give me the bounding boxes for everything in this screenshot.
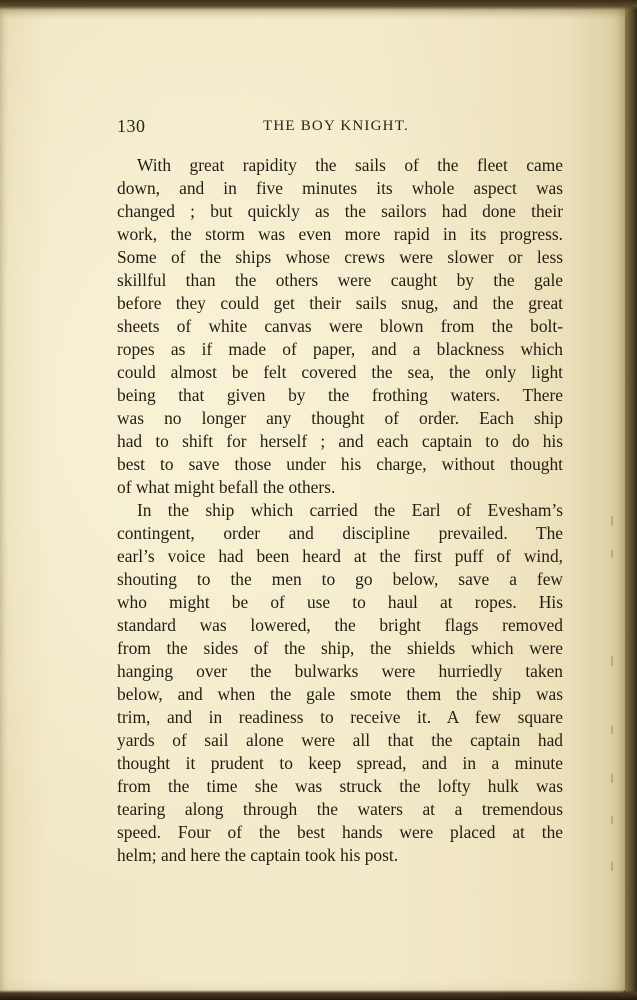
text-line: work, the storm was even more rapid in its progress. [117, 224, 563, 244]
text-line: standard was lowered, the bright flags removed [117, 615, 563, 635]
text-line: sheets of white canvas were blown from the bolt- [117, 316, 563, 336]
text-line: below, and when the gale smote them the ship was [117, 684, 563, 704]
show-through-mark [611, 862, 613, 871]
text-line: yards of sail alone were all that the captain had [117, 730, 563, 750]
text-line: helm; and here the captain took his post. [117, 845, 399, 865]
text-line: tearing along through the waters at a tremendous [117, 799, 563, 819]
body-text [117, 154, 563, 867]
text-line: earl’s voice had been heard at the first puff of wind, [117, 546, 563, 566]
show-through-mark [611, 550, 613, 558]
show-through-mark [611, 816, 613, 824]
text-line: was no longer any thought of order. Each ship [117, 408, 563, 428]
show-through-mark [611, 774, 613, 783]
paragraph-2 [117, 499, 563, 867]
show-through-mark [611, 726, 613, 734]
text-line: had to shift for herself ; and each captain to do his [117, 431, 563, 451]
text-line: trim, and in readiness to receive it. A few square [117, 707, 563, 727]
page-number: 130 [117, 116, 146, 136]
text-line: shouting to the men to go below, save a few [117, 569, 563, 589]
margin-show-through [607, 516, 613, 876]
text-line: In the ship which carried the Earl of Evesham’s [137, 500, 563, 520]
bottom-edge-shadow [0, 990, 637, 1000]
text-line: With great rapidity the sails of the fleet came [137, 155, 563, 175]
top-edge-shadow [0, 0, 637, 10]
text-line: ropes as if made of paper, and a blackness which [117, 339, 563, 359]
text-line: Some of the ships whose crews were slower or less [117, 247, 563, 267]
text-line: hanging over the bulwarks were hurriedly taken [117, 661, 563, 681]
text-line: before they could get their sails snug, and the great [117, 293, 563, 313]
paper-page [0, 6, 627, 994]
book-edge-shadow [625, 0, 637, 1000]
page-header [117, 116, 563, 140]
text-line: contingent, order and discipline prevailed. The [117, 523, 563, 543]
text-line: being that given by the frothing waters. There [117, 385, 563, 405]
text-line: changed ; but quickly as the sailors had done their [117, 201, 563, 221]
show-through-mark [611, 516, 613, 526]
text-line: speed. Four of the best hands were placed at the [117, 822, 563, 842]
text-line: down, and in five minutes its whole aspect was [117, 178, 563, 198]
text-line: skillful than the others were caught by the gale [117, 270, 563, 290]
paragraph-1 [117, 154, 563, 499]
text-line: from the time she was struck the lofty hulk was [117, 776, 563, 796]
running-head: THE BOY KNIGHT. [263, 118, 409, 134]
text-line: from the sides of the ship, the shields which were [117, 638, 563, 658]
text-line: who might be of use to haul at ropes. His [117, 592, 563, 612]
text-line: best to save those under his charge, without thought [117, 454, 563, 474]
text-line: thought it prudent to keep spread, and in a minute [117, 753, 563, 773]
show-through-mark [611, 656, 613, 666]
text-line: could almost be felt covered the sea, the only light [117, 362, 563, 382]
text-line: of what might befall the others. [117, 477, 336, 497]
